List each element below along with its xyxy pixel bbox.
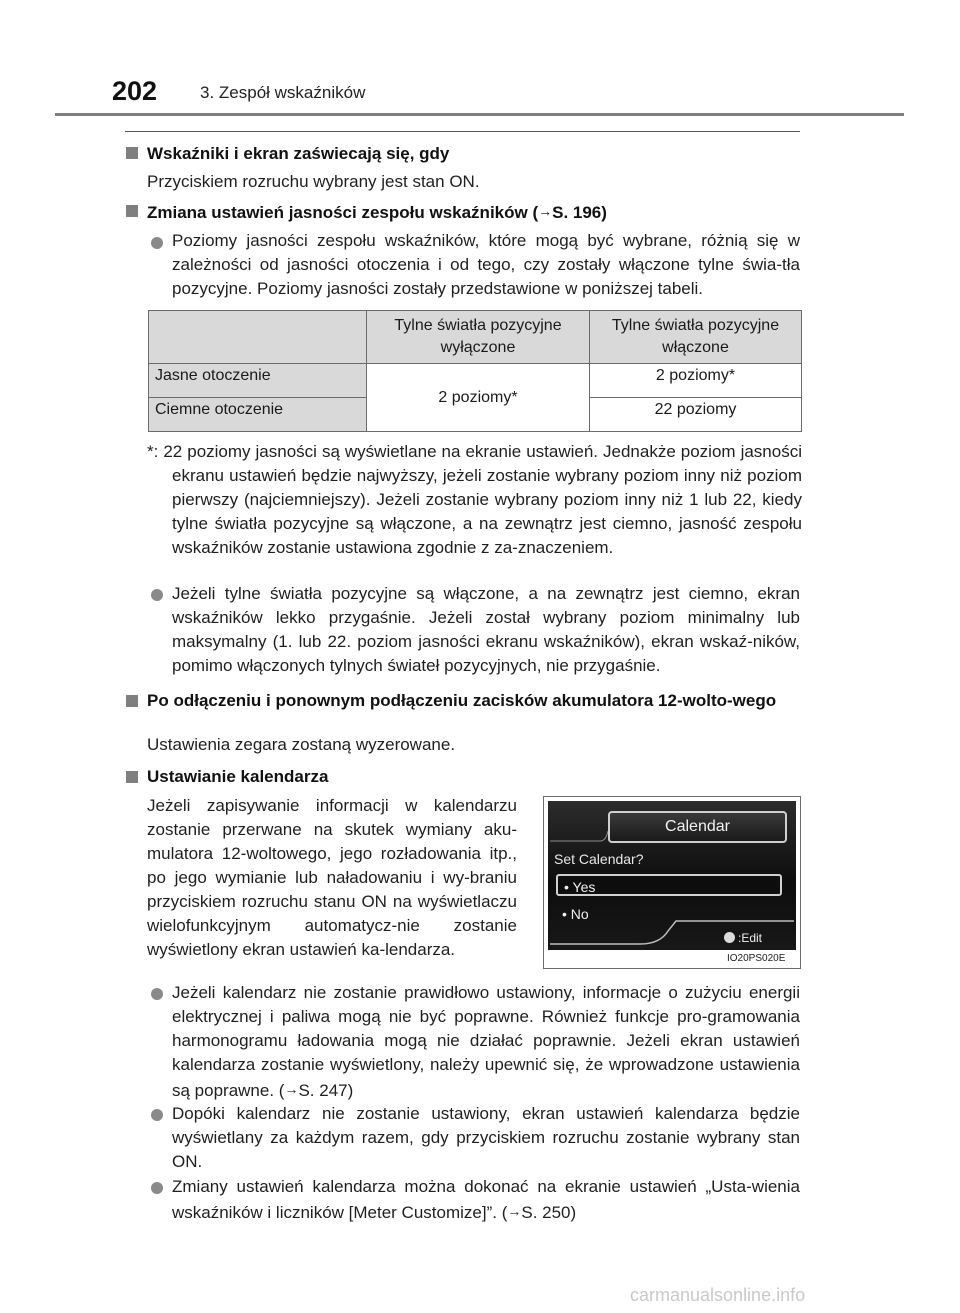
bullet-text-calendar-change <box>172 1175 800 1225</box>
bullet-text-calendar-incorrect <box>172 981 800 1103</box>
header-rule <box>55 113 904 116</box>
table-row-label-bright: Jasne otoczenie <box>149 364 367 398</box>
watermark: carmanualsonline.info <box>630 1285 806 1305</box>
page-reference: S. 247) <box>298 1081 354 1100</box>
page-reference: S. 196) <box>552 203 607 222</box>
section-heading-display-on: Wskaźniki i ekran zaświecają się, gdy <box>147 144 450 163</box>
bullet-icon <box>151 1109 163 1121</box>
screen-option-yes: • Yes <box>556 874 782 896</box>
section-marker-icon <box>126 771 138 783</box>
bullet-text: Zmiany ustawień kalendarza można dokonać na ekranie ustawień „Usta-wienia wskaźników i liczników [Meter Customize]”. ( <box>172 1177 800 1222</box>
brightness-table <box>148 310 802 432</box>
calendar-screen-figure <box>543 796 801 969</box>
arrow-right-icon: → <box>538 203 553 219</box>
screen-question: Set Calendar? <box>554 851 644 867</box>
section-text-battery: Ustawienia zegara zostaną wyzerowane. <box>147 735 456 754</box>
arrow-right-icon: → <box>507 1203 522 1219</box>
bullet-text: Jeżeli kalendarz nie zostanie prawidłowo ustawiony, informacje o zużyciu energii elektrycznej i paliwa mogą nie być poprawne. Również funkcje pro-gramowania harmonogramu ładowania mogą nie działać poprawnie. Jeżeli ekran ustawień kalendarza zostanie wyświetlony, należy upewnić się, że wprowadzone ustawienia są poprawne. ( <box>172 983 800 1100</box>
table-row <box>149 364 802 398</box>
table-corner-cell <box>149 311 367 364</box>
page-number: 202 <box>112 76 158 106</box>
arrow-right-icon: → <box>284 1081 299 1097</box>
bullet-icon <box>151 1182 163 1194</box>
section-heading-calendar: Ustawianie kalendarza <box>147 767 329 786</box>
section-heading-battery: Po odłączeniu i ponownym podłączeniu zacisków akumulatora 12-wolto-wego <box>147 691 777 710</box>
section-text-calendar: Jeżeli zapisywanie informacji w kalendarzu zostanie przerwane na skutek wymiany aku-mulatora 12-woltowego, jego rozładowania itp., po jego wymianie lub naładowaniu i wy-braniu przyciskiem rozruchu stanu ON na wyświetlaczu wielofunkcyjnym automatycz-nie zostanie wyświetlony ekran ustawień ka-lendarza. <box>147 796 517 959</box>
section-marker-icon <box>126 695 138 707</box>
table-footnote: *: 22 poziomy jasności są wyświetlane na ekranie ustawień. Jednakże poziom jasności ekranu ustawień będzie najwyższy, jeżeli zostanie wybrany poziom inny niż poziom pierwszy (najciemniejszy). Jeżeli zostanie wybrany poziom inny niż 1 lub 22, kiedy tylne światła pozycyjne są włączone, a na zewnątrz jest ciemno, jasność zespołu wskaźników zostanie ustawiona zgodnie z za-znaczeniem. <box>147 442 802 557</box>
table-row-label-dark: Ciemne otoczenie <box>149 398 367 432</box>
screen-title: Calendar <box>608 811 787 843</box>
table-cell-dark-on: 22 poziomy <box>590 398 802 432</box>
bullet-text-dimming: Jeżeli tylne światła pozycyjne są włączone, a na zewnątrz jest ciemno, ekran wskaźników lekko przygaśnie. Jeżeli został wybrany poziom minimalny lub maksymalny (1. lub 22. poziom jasności ekranu wskaźników), ekran wskaź-ników, pomimo włączonych tylnych świateł pozycyjnych, nie przygaśnie. <box>172 584 800 675</box>
control-knob-icon <box>724 932 735 943</box>
screen-option-no: • No <box>562 906 589 922</box>
chapter-title: 3. Zespół wskaźników <box>200 83 366 102</box>
table-cell-merged: 2 poziomy* <box>367 364 590 432</box>
table-cell-bright-on: 2 poziomy* <box>590 364 802 398</box>
section-marker-icon <box>126 205 138 217</box>
bullet-icon <box>151 237 163 249</box>
page-reference: S. 250) <box>521 1203 577 1222</box>
section-text-display-on: Przyciskiem rozruchu wybrany jest stan ON. <box>147 172 480 191</box>
bullet-text-brightness-levels: Poziomy jasności zespołu wskaźników, które mogą być wybrane, różnią się w zależności od jasności otoczenia i od tego, czy zostały włączone tylne świa-tła pozycyjne. Poziomy jasności zostały przedstawione w poniższej tabeli. <box>172 231 800 298</box>
screen-edit-hint: :Edit <box>738 931 763 945</box>
table-header-lights-off: Tylne światła pozycyjne wyłączone <box>367 311 590 364</box>
figure-code: IO20PS020E <box>727 953 786 964</box>
bullet-icon <box>151 589 163 601</box>
content-rule <box>125 131 800 132</box>
page-header <box>0 0 960 116</box>
table-header-lights-on: Tylne światła pozycyjne włączone <box>590 311 802 364</box>
section-marker-icon <box>126 147 138 159</box>
bullet-text-calendar-repeat: Dopóki kalendarz nie zostanie ustawiony, ekran ustawień kalendarza będzie wyświetlany za każdym razem, gdy przyciskiem rozruchu zostanie wybrany stan ON. <box>172 1104 800 1171</box>
display-frame-line <box>550 831 608 841</box>
bullet-icon <box>151 988 163 1000</box>
table-header-row <box>149 311 802 364</box>
section-heading-brightness <box>147 199 802 225</box>
heading-text: Zmiana ustawień jasności zespołu wskaźników ( <box>147 203 539 222</box>
multi-information-display <box>548 801 796 950</box>
